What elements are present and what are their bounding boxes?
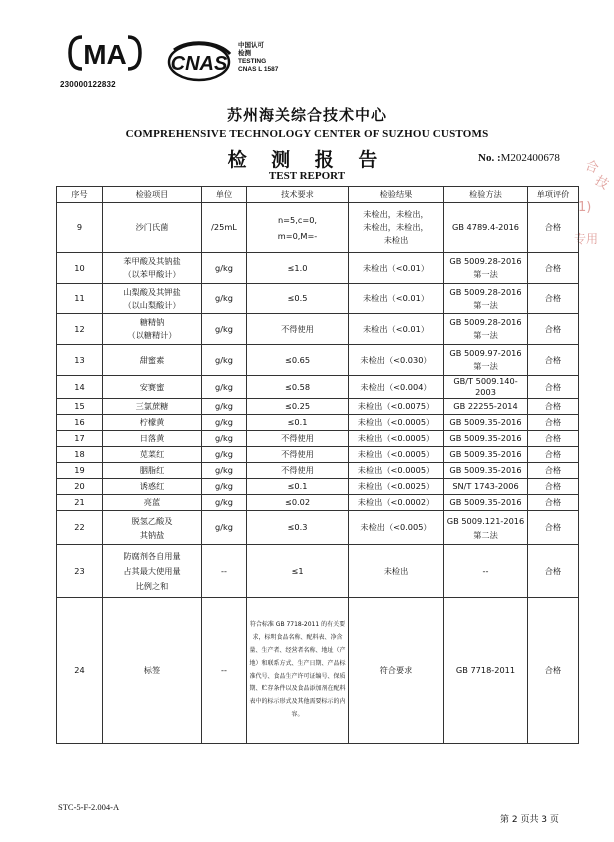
cell-result: 未检出（<0.0005） [349,447,444,463]
cell-requirement: ≤0.02 [247,495,349,511]
cell-item: 胭脂红 [103,463,202,479]
cell-result: 未检出（<0.0075） [349,399,444,415]
cell-result: 未检出（<0.005） [349,511,444,545]
cell-evaluation: 合格 [528,376,579,399]
cell-unit: g/kg [202,399,247,415]
cell-unit: g/kg [202,479,247,495]
test-results-table [56,186,579,744]
cell-evaluation: 合格 [528,415,579,431]
cell-requirement: 符合标准 GB 7718-2011 的有关要求，标明食品名称、配料表、净含量、生产者、经营者名称、地址（产地）和联系方式、生产日期、产品标准代号、食品生产许可证编号、保质期、贮存条件以及食品添加剂在配料表中的标示形式及其他需要标示的内容。 [247,598,349,744]
cell-no: 15 [57,399,103,415]
page-number: 第 2 页共 3 页 [500,815,559,825]
cnas-logo [160,40,238,84]
table-row [57,253,579,284]
table-row [57,447,579,463]
cell-requirement: ≤0.65 [247,345,349,376]
table-row [57,203,579,253]
cell-evaluation: 合格 [528,447,579,463]
cell-result: 未检出（<0.030） [349,345,444,376]
cell-unit: g/kg [202,376,247,399]
table-row [57,399,579,415]
cell-result: 未检出（<0.0005） [349,463,444,479]
cell-result: 未检出 [349,545,444,598]
cell-method: GB 5009.35-2016 [444,431,528,447]
cell-no: 23 [57,545,103,598]
cell-evaluation: 合格 [528,253,579,284]
cell-unit: g/kg [202,345,247,376]
cell-unit: g/kg [202,495,247,511]
cell-method: GB 7718-2011 [444,598,528,744]
cell-no: 10 [57,253,103,284]
cell-item: 安赛蜜 [103,376,202,399]
seal-text: 合 [583,158,601,177]
cnas-line: 中国认可 [238,42,264,49]
column-header: 检验项目 [103,187,202,203]
ma-cert-number: 230000122832 [60,80,116,89]
ma-logo-text: MA [83,39,127,70]
cell-unit: g/kg [202,314,247,345]
form-code: STC-5-F-2.004-A [58,802,120,812]
cell-method: GB/T 5009.140-2003 [444,376,528,399]
table-row [57,479,579,495]
cell-method: GB 5009.121-2016 第二法 [444,511,528,545]
seal-text: 专用 [574,232,599,246]
table-row [57,376,579,399]
cell-item: 脱氢乙酸及 其钠盐 [103,511,202,545]
cell-result: 未检出（<0.01） [349,284,444,314]
cell-result: 未检出（<0.004） [349,376,444,399]
table-row [57,598,579,744]
cell-no: 14 [57,376,103,399]
cell-result: 未检出（<0.01） [349,314,444,345]
cell-unit: -- [202,545,247,598]
certification-logos [60,28,360,94]
cell-method: GB 22255-2014 [444,399,528,415]
cell-unit: g/kg [202,431,247,447]
cell-requirement: ≤0.1 [247,479,349,495]
cnas-line: TESTING [238,58,267,65]
cell-method: GB 5009.28-2016 第一法 [444,284,528,314]
cell-requirement: 不得使用 [247,447,349,463]
cell-no: 21 [57,495,103,511]
cell-evaluation: 合格 [528,431,579,447]
cell-evaluation: 合格 [528,545,579,598]
report-number-value: M202400678 [500,152,560,164]
cell-evaluation: 合格 [528,463,579,479]
column-header: 技术要求 [247,187,349,203]
cell-evaluation: 合格 [528,479,579,495]
cell-evaluation: 合格 [528,314,579,345]
cell-unit: /25mL [202,203,247,253]
cell-method: GB 5009.35-2016 [444,415,528,431]
seal-text: 技 [592,173,611,193]
cell-unit: g/kg [202,447,247,463]
cell-no: 22 [57,511,103,545]
cell-requirement: ≤1 [247,545,349,598]
cell-item: 甜蜜素 [103,345,202,376]
cell-evaluation: 合格 [528,511,579,545]
cell-unit: g/kg [202,253,247,284]
cell-method: GB 5009.97-2016 第一法 [444,345,528,376]
cell-evaluation: 合格 [528,203,579,253]
cell-requirement: ≤1.0 [247,253,349,284]
cell-item: 三氯蔗糖 [103,399,202,415]
cell-unit: g/kg [202,415,247,431]
cell-method: GB 5009.35-2016 [444,495,528,511]
cell-result: 未检出（<0.0025） [349,479,444,495]
cell-requirement: ≤0.58 [247,376,349,399]
cnas-accreditation-text [238,42,278,74]
cell-result: 符合要求 [349,598,444,744]
cell-unit: g/kg [202,511,247,545]
cell-evaluation: 合格 [528,598,579,744]
table-row [57,545,579,598]
cell-item: 防腐剂各自用量 占其最大使用量 比例之和 [103,545,202,598]
cell-result: 未检出（<0.01） [349,253,444,284]
cell-item: 糖精钠 （以糖精计） [103,314,202,345]
cell-requirement: 不得使用 [247,314,349,345]
table-row [57,284,579,314]
cell-evaluation: 合格 [528,399,579,415]
cell-item: 山梨酸及其钾盐 （以山梨酸计） [103,284,202,314]
table-row [57,431,579,447]
report-title-cn: 检 测 报 告 [227,149,387,171]
cell-method: GB 5009.35-2016 [444,447,528,463]
cell-method: SN/T 1743-2006 [444,479,528,495]
cnas-line: CNAS L 1587 [238,66,279,73]
seal-text: 1) [578,200,592,215]
table-row [57,314,579,345]
report-number [478,152,560,164]
cell-no: 16 [57,415,103,431]
cell-requirement: 不得使用 [247,431,349,447]
cell-no: 17 [57,431,103,447]
cell-no: 18 [57,447,103,463]
org-name-en: COMPREHENSIVE TECHNOLOGY CENTER OF SUZHOU CUSTOMS [125,128,489,140]
column-header: 检验结果 [349,187,444,203]
cell-no: 12 [57,314,103,345]
cell-no: 13 [57,345,103,376]
cell-requirement: ≤0.3 [247,511,349,545]
cell-item: 诱惑红 [103,479,202,495]
table-row [57,345,579,376]
cell-requirement: ≤0.1 [247,415,349,431]
cell-requirement: ≤0.5 [247,284,349,314]
cell-evaluation: 合格 [528,284,579,314]
org-name-cn: 苏州海关综合技术中心 [226,106,387,124]
cell-result: 未检出（<0.0002） [349,495,444,511]
cell-evaluation: 合格 [528,495,579,511]
cell-unit: g/kg [202,463,247,479]
cell-requirement: n=5,c=0, m=0,M=- [247,203,349,253]
table-header-row [57,187,579,203]
cnas-logo-text: CNAS [170,53,228,75]
cell-evaluation: 合格 [528,345,579,376]
cell-result: 未检出（<0.0005） [349,415,444,431]
table-row [57,463,579,479]
cell-item: 苯甲酸及其钠盐 （以苯甲酸计） [103,253,202,284]
cell-item: 苋菜红 [103,447,202,463]
cell-method: GB 5009.35-2016 [444,463,528,479]
column-header: 单位 [202,187,247,203]
cell-item: 亮蓝 [103,495,202,511]
table-row [57,495,579,511]
cell-method: GB 5009.28-2016 第一法 [444,253,528,284]
cell-item: 柠檬黄 [103,415,202,431]
cell-item: 日落黄 [103,431,202,447]
cell-item: 标签 [103,598,202,744]
cell-unit: -- [202,598,247,744]
cell-no: 11 [57,284,103,314]
cell-result: 未检出（<0.0005） [349,431,444,447]
column-header: 检验方法 [444,187,528,203]
cell-no: 19 [57,463,103,479]
cell-item: 沙门氏菌 [103,203,202,253]
cell-no: 9 [57,203,103,253]
column-header: 单项评价 [528,187,579,203]
column-header: 序号 [57,187,103,203]
cell-result: 未检出，未检出， 未检出，未检出， 未检出 [349,203,444,253]
report-number-label: No. : [478,152,501,164]
cma-logo [68,34,142,72]
cell-method: -- [444,545,528,598]
cell-method: GB 4789.4-2016 [444,203,528,253]
cell-requirement: 不得使用 [247,463,349,479]
cell-no: 20 [57,479,103,495]
cell-unit: g/kg [202,284,247,314]
report-title-en: TEST REPORT [268,170,346,182]
table-row [57,415,579,431]
cell-method: GB 5009.28-2016 第一法 [444,314,528,345]
cnas-line: 检测 [238,50,251,57]
cell-requirement: ≤0.25 [247,399,349,415]
cell-no: 24 [57,598,103,744]
table-row [57,511,579,545]
